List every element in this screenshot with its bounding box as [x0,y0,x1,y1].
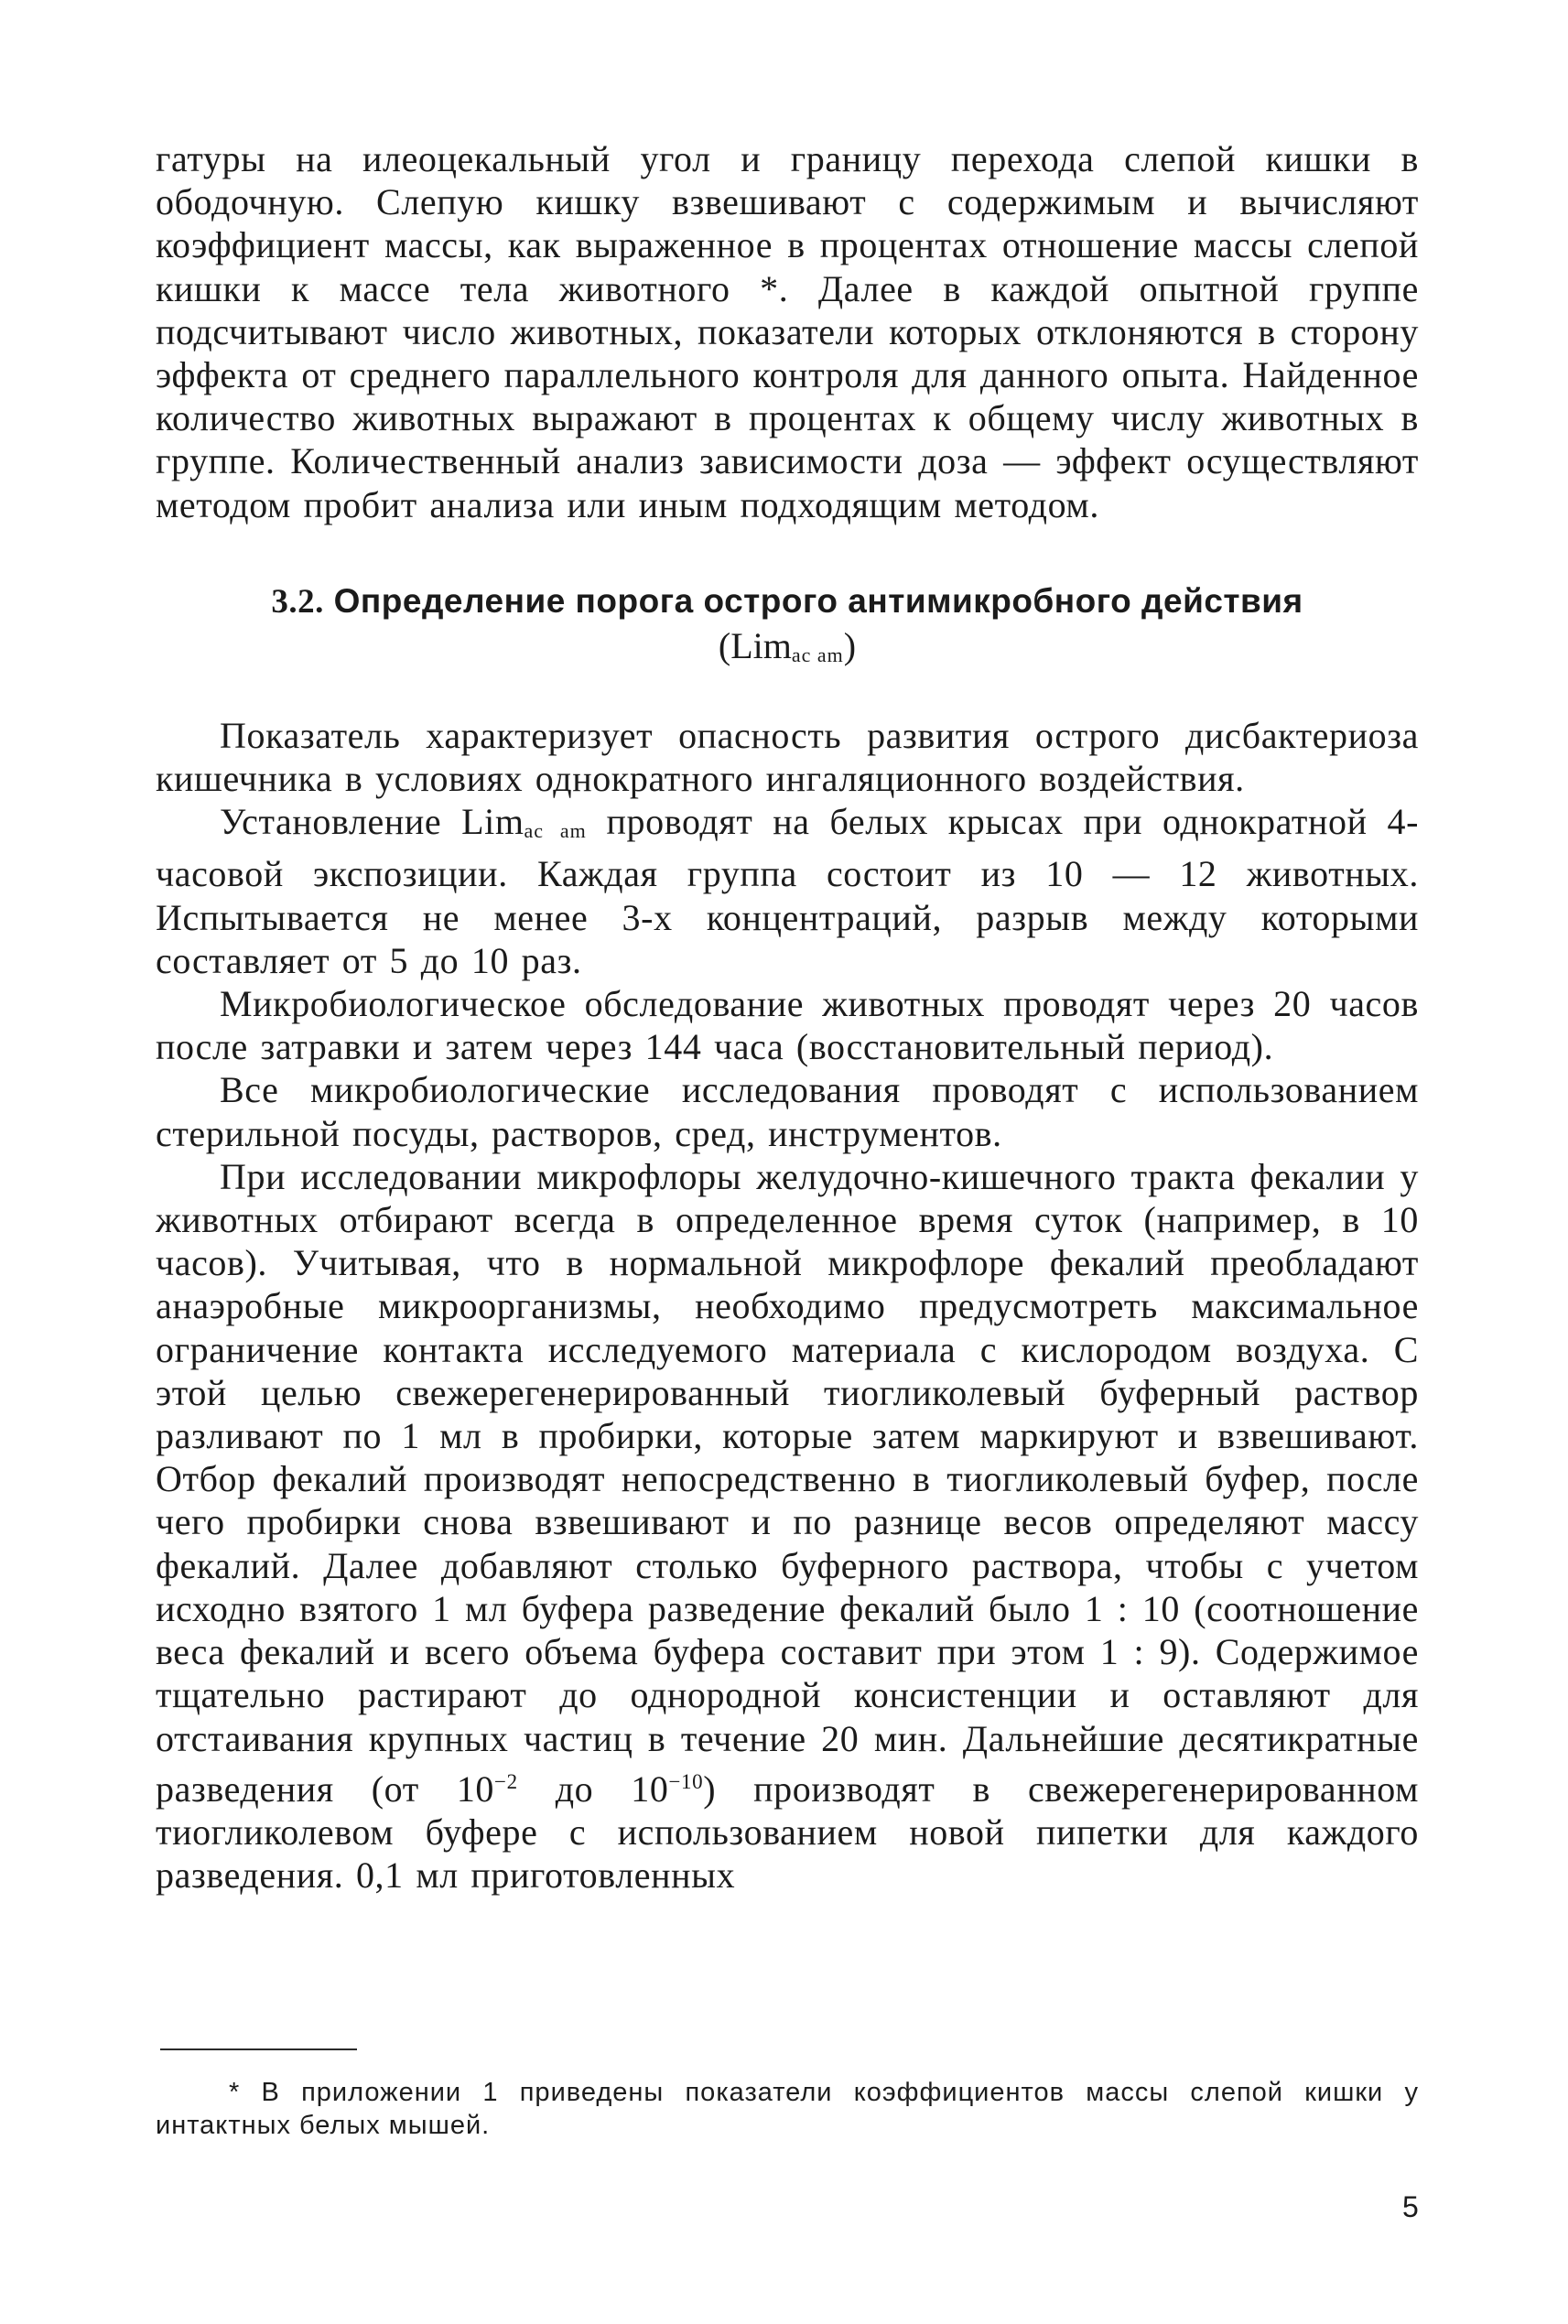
footnote-divider [160,2048,357,2050]
paragraph-continuation: гатуры на илеоцекальный угол и границу перехода слепой кишки в ободочную. Слепую кишку взвешивают с содержимым и вычисляют коэффициент массы, как выраженное в процентах отношение массы слепой кишки к массе тела животного *. Далее в каждой опытной группе подсчитывают число животных, показатели которых отклоняются в сторону эффекта от среднего параллельного контроля для данного опыта. Найденное количество животных выражают в процентах к общему числу животных в группе. Количественный анализ зависимости доза — эффект осуществляют методом пробит анализа или иным подходящим методом. [156,138,1419,525]
paragraph-procedure: При исследовании микрофлоры желудочно-кишечного тракта фекалии у животных отбирают всегда в определенное время суток (например, в 10 часов). Учитывая, что в нормальной микрофлоре фекалий преобладают анаэробные микроорганизмы, необходимо предусмотреть максимальное ограничение контакта исследуемого материала с кислородом воздуха. С этой целью свежерегенерированный тиогликолевый буферный раствор разливают по 1 мл в пробирки, которые затем маркируют и взвешивают. Отбор фекалий производят непосредственно в тиогликолевый буфер, после чего пробирки снова взвешивают и по разнице весов определяют массу фекалий. Далее добавляют столько буферного раствора, чтобы с учетом исходно взятого 1 мл буфера разведение фекалий было 1 : 10 (соотношение веса фекалий и всего объема буфера составит при этом 1 : 9). Содержимое тщательно растирают до однородной консистенции и оставляют для отстаивания крупных частиц в течение 20 мин. Дальнейшие десятикратные разведения (от $10^{-2}$ до $10^{-10}$) производят в свежерегенерированном тиогликолевом буфере с использованием новой пипетки для каждого разведения. 0,1 мл приготовленных [156,1155,1419,1897]
paragraph-microbiology-exam: Микробиологическое обследование животных проводят через 20 часов после затравки и затем через 144 часа (восстановительный период). [156,983,1419,1068]
page-body [156,137,1419,1897]
section-symbol: (Limac am) [718,624,857,666]
paragraph-setup: Установление Limac am проводят на белых крысах при однократной 4-часовой экспозиции. Каждая группа состоит из 10 — 12 животных. Испытывается не менее 3-х концентраций, разрыв между которыми составляет от 5 до 10 раз. [156,801,1419,981]
paragraph-indicator: Показатель характеризует опасность развития острого дисбактериоза кишечника в условиях однократного ингаляционного воздействия. [156,714,1419,800]
page-number: 5 [1402,2190,1419,2223]
section-number: 3.2. [271,582,324,621]
paragraph-sterile: Все микробиологические исследования проводят с использованием стерильной посуды, растворов, сред, инструментов. [156,1069,1419,1154]
section-heading [156,579,1419,624]
section-title: Определение порога острого антимикробного действия [333,581,1303,620]
footnote: * В приложении 1 приведены показатели коэффициентов массы слепой кишки у интактных белых мышей. [156,2078,1419,2140]
